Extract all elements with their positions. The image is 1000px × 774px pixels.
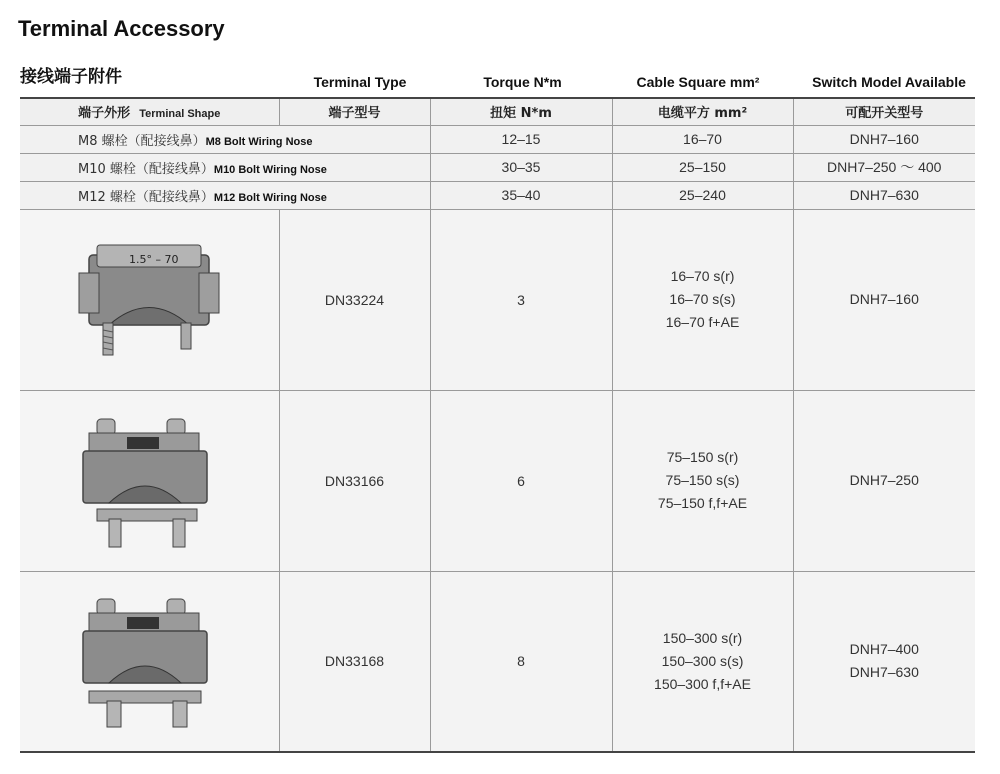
- table-row: [20, 181, 975, 209]
- bolt-name-en: M10 Bolt Wiring Nose: [213, 163, 327, 176]
- header-shape-cn: 端子外形: [78, 106, 131, 122]
- terminal-spec-table: [20, 97, 975, 753]
- table-header-row: [20, 98, 975, 125]
- product-image-cell: [20, 390, 279, 571]
- switch-value: DNH7–250: [849, 472, 919, 488]
- terminal-dn33166-image: [69, 411, 229, 551]
- table-row: [20, 153, 975, 181]
- bolt-name: [20, 181, 430, 209]
- bolt-cable: 16–70: [612, 125, 793, 153]
- product-image-cell: [20, 209, 279, 390]
- en-header-cable: Cable Square mm²: [636, 74, 760, 90]
- product-cable: [612, 209, 793, 390]
- cable-value: 16–70 f+AE: [665, 314, 740, 330]
- english-column-headers: [0, 74, 1000, 94]
- cable-value: 75–150 s(s): [665, 472, 740, 488]
- product-torque: 6: [430, 390, 612, 571]
- bolt-name-cn: M12 螺栓（配接线鼻）: [78, 189, 214, 205]
- product-torque: 3: [430, 209, 612, 390]
- table-row: [20, 125, 975, 153]
- product-row: [20, 390, 975, 571]
- product-type: DN33224: [279, 209, 430, 390]
- bolt-torque: 12–15: [430, 125, 612, 153]
- product-switch: [793, 390, 975, 571]
- page-subtitle: 接线端子附件: [20, 67, 122, 87]
- terminal-image-label: 1.5° – 70: [129, 252, 179, 266]
- product-type: DN33168: [279, 571, 430, 752]
- bolt-name-en: M8 Bolt Wiring Nose: [205, 135, 313, 148]
- page-title: Terminal Accessory: [18, 16, 225, 41]
- product-row: [20, 209, 975, 390]
- bolt-name-cn: M10 螺栓（配接线鼻）: [78, 161, 214, 177]
- bolt-name-cn: M8 螺栓（配接线鼻）: [78, 133, 206, 149]
- switch-value: DNH7–400: [849, 641, 919, 658]
- header-switch: 可配开关型号: [793, 98, 975, 125]
- cable-value: 150–300 s(s): [661, 652, 744, 669]
- bolt-switch: DNH7–630: [793, 181, 975, 209]
- header-type: 端子型号: [279, 98, 430, 125]
- header-shape: [20, 98, 279, 125]
- product-switch: [793, 571, 975, 752]
- bolt-name-en: M12 Bolt Wiring Nose: [213, 191, 327, 204]
- bolt-name: [20, 125, 430, 153]
- en-header-type: Terminal Type: [313, 74, 407, 90]
- cable-value: 150–300 f,f+AE: [654, 675, 751, 692]
- product-image-cell: [20, 571, 279, 752]
- cable-value: 75–150 f,f+AE: [657, 495, 748, 511]
- product-row: [20, 571, 975, 752]
- header-torque: 扭矩 N*m: [430, 98, 612, 125]
- en-header-switch: Switch Model Available: [812, 74, 966, 90]
- bolt-switch: DNH7–160: [793, 125, 975, 153]
- cable-value: 75–150 s(r): [666, 449, 739, 465]
- header-shape-en: Terminal Shape: [139, 108, 221, 121]
- bolt-torque: 35–40: [430, 181, 612, 209]
- terminal-dn33224-image: [69, 235, 229, 365]
- product-switch: [793, 209, 975, 390]
- header-cable: 电缆平方 mm²: [612, 98, 793, 125]
- product-type: DN33166: [279, 390, 430, 571]
- switch-value: DNH7–160: [849, 291, 919, 307]
- cable-value: 16–70 s(r): [670, 268, 735, 284]
- bolt-name: [20, 153, 430, 181]
- cable-value: 16–70 s(s): [669, 291, 736, 307]
- en-header-torque: Torque N*m: [483, 74, 562, 90]
- bolt-cable: 25–240: [612, 181, 793, 209]
- bolt-cable: 25–150: [612, 153, 793, 181]
- product-cable: [612, 390, 793, 571]
- bolt-torque: 30–35: [430, 153, 612, 181]
- product-cable: [612, 571, 793, 752]
- cable-value: 150–300 s(r): [662, 629, 743, 646]
- terminal-dn33168-image: [69, 591, 229, 731]
- product-torque: 8: [430, 571, 612, 752]
- bolt-switch: DNH7–250 ～ 400: [793, 153, 975, 181]
- switch-value: DNH7–630: [849, 664, 919, 681]
